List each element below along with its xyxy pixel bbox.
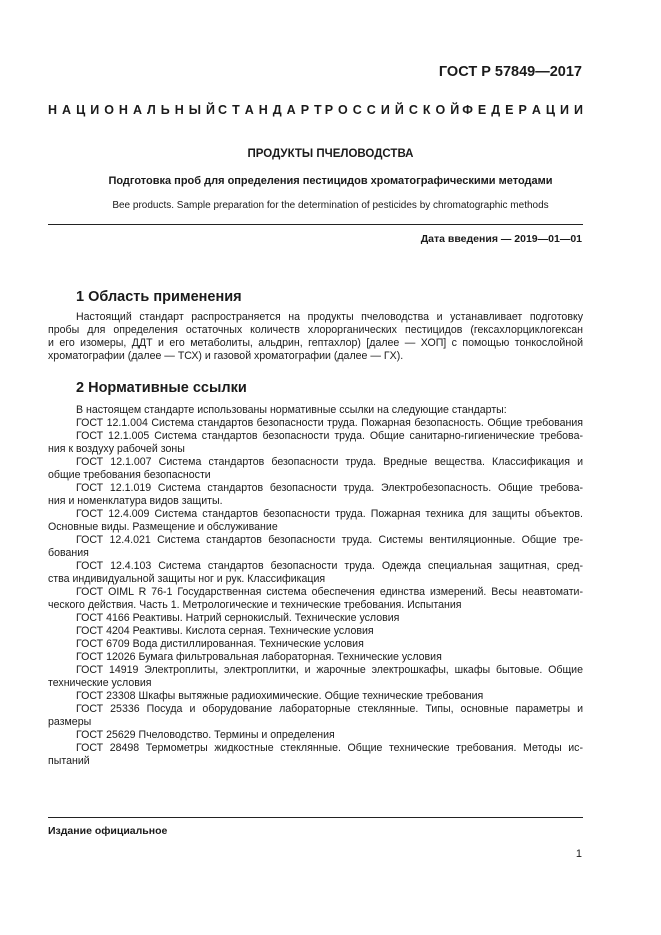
reference-item: ГОСТ 12.4.009 Система стандартов безопасности труда. Пожарная техника для защиты объектов. bbox=[76, 508, 583, 520]
national-word-4: Ф Е Д Е Р А Ц И И bbox=[462, 103, 583, 117]
section-1-line: пробы для определения остаточных количеств хлорорганических пестицидов (гексахлорциклогексан bbox=[48, 324, 583, 336]
reference-item-cont: общие требования безопасности bbox=[48, 469, 211, 481]
reference-item-cont: ния к воздуху рабочей зоны bbox=[48, 443, 185, 455]
national-word-1: Н А Ц И О Н А Л Ь Н Ы Й bbox=[48, 103, 216, 117]
document-title: ПРОДУКТЫ ПЧЕЛОВОДСТВА bbox=[247, 148, 414, 160]
reference-item: ГОСТ 12.4.103 Система стандартов безопасности труда. Одежда специальная защитная, сред- bbox=[76, 560, 583, 572]
reference-item: ГОСТ 4204 Реактивы. Кислота серная. Технические условия bbox=[76, 625, 374, 637]
reference-item-cont: Основные виды. Размещение и обслуживание bbox=[48, 521, 278, 533]
section-2-heading: 2 Нормативные ссылки bbox=[76, 380, 247, 396]
reference-item-cont: ния и номенклатура видов защиты. bbox=[48, 495, 223, 507]
section-1-line: и его изомеры, ДДТ и его метаболиты, альдрин, гептахлор) [далее — ХОП] с помощью тонкослойной bbox=[48, 337, 583, 349]
reference-item: ГОСТ 12.1.005 Система стандартов безопасности труда. Общие санитарно-гигиенические требова- bbox=[76, 430, 583, 442]
reference-item-cont: ческого действия. Часть 1. Метрологические и технические требования. Испытания bbox=[48, 599, 462, 611]
reference-item: ГОСТ 25336 Посуда и оборудование лабораторные стеклянные. Типы, основные параметры и bbox=[76, 703, 583, 715]
reference-item: ГОСТ 4166 Реактивы. Натрий сернокислый. Технические условия bbox=[76, 612, 400, 624]
official-edition-label: Издание официальное bbox=[48, 825, 168, 837]
reference-item-cont: технические условия bbox=[48, 677, 152, 689]
section-2-line: В настоящем стандарте использованы нормативные ссылки на следующие стандарты: bbox=[76, 404, 507, 416]
reference-item: ГОСТ 12.1.019 Система стандартов безопасности труда. Электробезопасность. Общие требова- bbox=[76, 482, 583, 494]
section-1-heading: 1 Область применения bbox=[76, 289, 242, 305]
reference-item: ГОСТ 12.4.021 Система стандартов безопасности труда. Системы вентиляционные. Общие тре- bbox=[76, 534, 583, 546]
page-number: 1 bbox=[575, 848, 582, 860]
reference-item: ГОСТ 6709 Вода дистиллированная. Технические условия bbox=[76, 638, 364, 650]
introduction-date: Дата введения — 2019—01—01 bbox=[420, 233, 582, 245]
reference-item-cont: ства индивидуальной защиты ног и рук. Классификация bbox=[48, 573, 326, 585]
section-1-line: хроматографии (далее — ТСХ) и газовой хроматографии (далее — ГХ). bbox=[48, 350, 404, 362]
national-word-3: Р О С С И Й С К О Й bbox=[324, 103, 460, 117]
reference-item-cont: размеры bbox=[48, 716, 92, 728]
reference-item: ГОСТ 14919 Электроплиты, электроплитки, и жарочные электрошкафы, шкафы бытовые. Общие bbox=[76, 664, 583, 676]
footer-divider bbox=[48, 817, 583, 818]
reference-item: ГОСТ 25629 Пчеловодство. Термины и определения bbox=[76, 729, 335, 741]
header-divider bbox=[48, 224, 583, 225]
national-word-2: С Т А Н Д А Р Т bbox=[218, 103, 322, 117]
reference-item: ГОСТ 28498 Термометры жидкостные стеклянные. Общие технические требования. Методы ис- bbox=[76, 742, 583, 754]
document-title-english: Bee products. Sample preparation for the determination of pesticides by chromatographic methods bbox=[112, 200, 549, 211]
reference-item: ГОСТ 23308 Шкафы вытяжные радиохимические. Общие технические требования bbox=[76, 690, 484, 702]
reference-item: ГОСТ 12026 Бумага фильтровальная лабораторная. Технические условия bbox=[76, 651, 442, 663]
reference-item: ГОСТ OIML R 76-1 Государственная система обеспечения единства измерений. Весы неавтомати- bbox=[76, 586, 583, 598]
reference-item: ГОСТ 12.1.007 Система стандартов безопасности труда. Вредные вещества. Классификация и bbox=[76, 456, 583, 468]
national-standard-heading bbox=[48, 103, 583, 117]
standard-number: ГОСТ Р 57849—2017 bbox=[438, 64, 582, 80]
reference-item-cont: пытаний bbox=[48, 755, 90, 767]
reference-item: ГОСТ 12.1.004 Система стандартов безопасности труда. Пожарная безопасность. Общие требования bbox=[76, 417, 583, 429]
document-subtitle: Подготовка проб для определения пестицидов хроматографическими методами bbox=[108, 175, 553, 187]
reference-item-cont: бования bbox=[48, 547, 89, 559]
section-1-line: Настоящий стандарт распространяется на продукты пчеловодства и устанавливает подготовку bbox=[76, 311, 583, 323]
